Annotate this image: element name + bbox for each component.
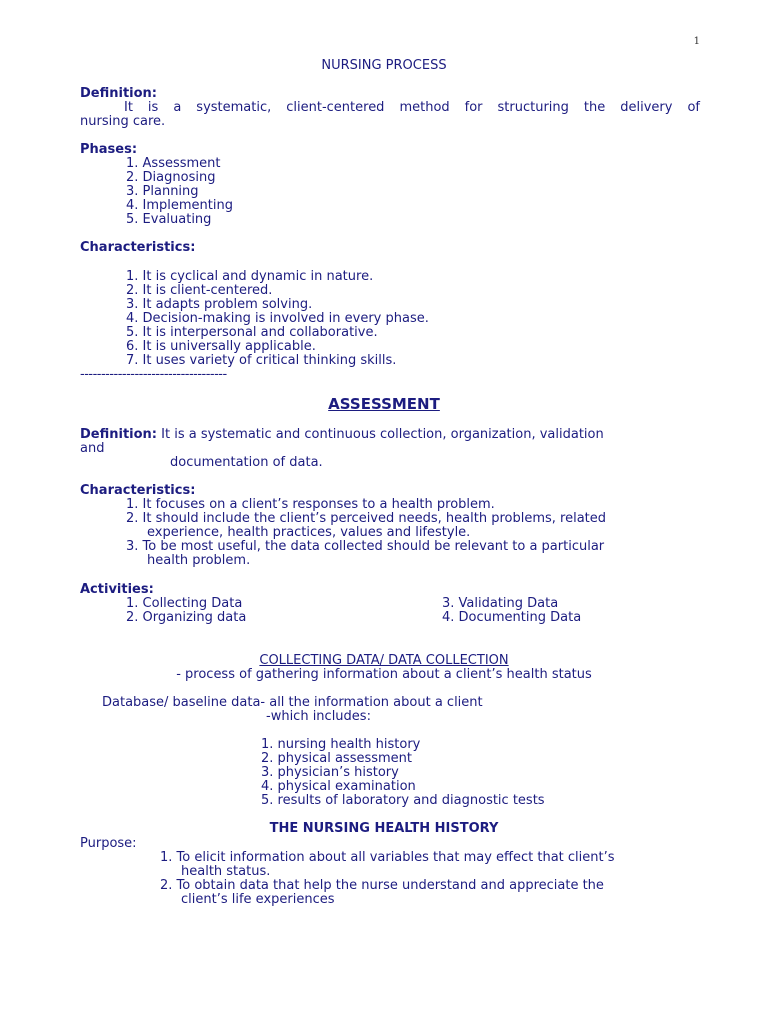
characteristic-item: 2. It is client-centered. — [126, 283, 273, 298]
phase-item: 4. Implementing — [126, 198, 233, 213]
characteristic-item: 6. It is universally applicable. — [126, 339, 316, 354]
purpose-line: 1. To elicit information about all variables that may effect that client’s — [160, 850, 615, 865]
characteristic-item: 5. It is interpersonal and collaborative. — [126, 325, 378, 340]
phase-item: 3. Planning — [126, 184, 199, 199]
assessment-definition-text: It is a systematic and continuous collection, organization, validation — [157, 427, 604, 442]
characteristic-item: 7. It uses variety of critical thinking skills. — [126, 353, 397, 368]
phases-label: Phases: — [80, 142, 138, 157]
assessment-characteristic-line: 2. It should include the client’s perceived needs, health problems, related — [126, 511, 607, 526]
purpose-line: client’s life experiences — [181, 892, 335, 907]
assessment-characteristics-label: Characteristics: — [80, 483, 196, 498]
activities-label: Activities: — [80, 582, 154, 597]
definition-text-line1 — [80, 101, 700, 115]
assessment-definition-line3: documentation of data. — [170, 455, 323, 470]
database-item: 2. physical assessment — [261, 751, 413, 766]
assessment-definition-label: Definition: — [80, 427, 158, 442]
activity-item: 1. Collecting Data — [126, 596, 243, 611]
collecting-data-heading: COLLECTING DATA/ DATA COLLECTION — [259, 653, 509, 668]
activity-item: 2. Organizing data — [126, 610, 247, 625]
database-item: 5. results of laboratory and diagnostic tests — [261, 793, 545, 808]
database-item: 3. physician’s history — [261, 765, 399, 780]
database-item: 1. nursing health history — [261, 737, 421, 752]
phase-item: 1. Assessment — [126, 156, 221, 171]
page-number: 1 — [693, 36, 700, 47]
separator-line: ----------------------------------- — [80, 367, 227, 382]
definition-text: It is a systematic, client-centered method for structuring the delivery of — [124, 100, 700, 115]
activity-item: 3. Validating Data — [442, 596, 559, 611]
assessment-heading: ASSESSMENT — [328, 395, 440, 413]
assessment-characteristic-line: experience, health practices, values and lifestyle. — [147, 525, 471, 540]
activity-item: 4. Documenting Data — [442, 610, 582, 625]
collecting-data-description: - process of gathering information about a client’s health status — [176, 667, 592, 682]
database-item: 4. physical examination — [261, 779, 416, 794]
phase-item: 2. Diagnosing — [126, 170, 216, 185]
assessment-definition-line1 — [80, 428, 604, 442]
assessment-definition-line2: and — [80, 441, 105, 456]
health-history-heading: THE NURSING HEALTH HISTORY — [269, 821, 499, 836]
assessment-characteristic-line: health problem. — [147, 553, 251, 568]
definition-label: Definition: — [80, 86, 158, 101]
characteristic-item: 3. It adapts problem solving. — [126, 297, 313, 312]
page-title: NURSING PROCESS — [321, 58, 447, 73]
assessment-characteristic-line: 1. It focuses on a client’s responses to a health problem. — [126, 497, 495, 512]
characteristic-item: 4. Decision-making is involved in every phase. — [126, 311, 429, 326]
definition-text-line2: nursing care. — [80, 114, 166, 129]
includes-line: -which includes: — [266, 709, 371, 724]
purpose-label: Purpose: — [80, 836, 137, 851]
database-line: Database/ baseline data- all the information about a client — [102, 695, 483, 710]
characteristic-item: 1. It is cyclical and dynamic in nature. — [126, 269, 374, 284]
phase-item: 5. Evaluating — [126, 212, 212, 227]
purpose-line: health status. — [181, 864, 271, 879]
characteristics-label: Characteristics: — [80, 240, 196, 255]
assessment-characteristic-line: 3. To be most useful, the data collected should be relevant to a particular — [126, 539, 605, 554]
purpose-line: 2. To obtain data that help the nurse understand and appreciate the — [160, 878, 604, 893]
